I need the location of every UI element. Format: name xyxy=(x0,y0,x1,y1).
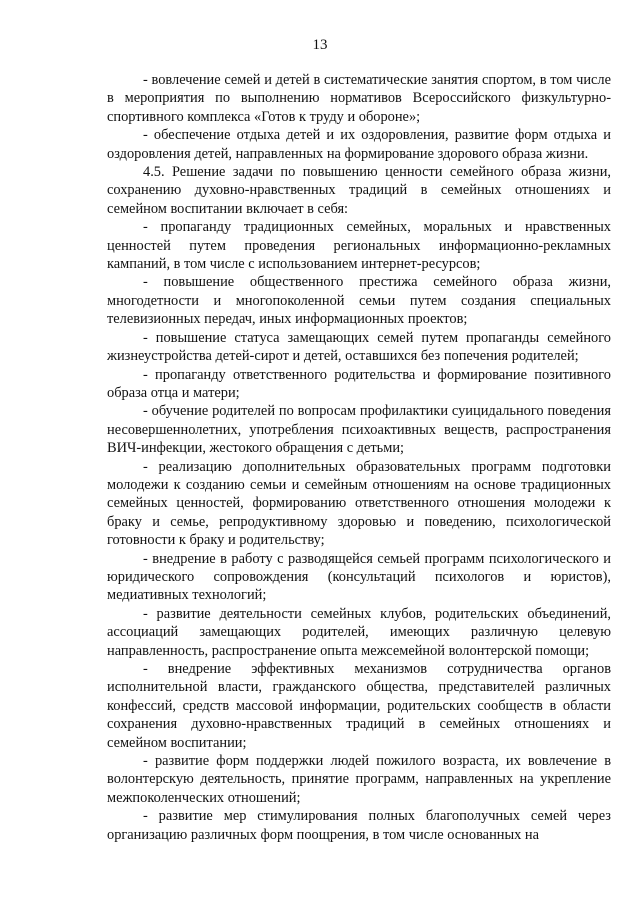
paragraph-family-incentives: - развитие мер стимулирования полных благополучных семей через организацию различных форм поощрения, в том числе основанных на xyxy=(107,808,611,843)
paragraph-foster-families: - повышение статуса замещающих семей путем пропаганды семейного жизнеустройства детей-сирот и детей, оставшихся без попечения родителей; xyxy=(107,329,611,365)
paragraph-divorce-support: - внедрение в работу с разводящейся семьей программ психологического и юридического сопровождения (консультаций психологов и юристов), медиативных технологий; xyxy=(107,550,611,604)
paragraph-parent-training: - обучение родителей по вопросам профилактики суицидального поведения несовершеннолетних, употребления психоактивных веществ, распространения ВИЧ-инфекции, жестокого обращения с детьми; xyxy=(107,403,611,457)
paragraph-family-clubs: - развитие деятельности семейных клубов, родительских объединений, ассоциаций замещающих родителей, имеющих различную целевую направленность, распространение опыта межсемейной волонтерской помощи; xyxy=(107,605,611,659)
paragraph-responsible-parenting: - пропаганду ответственного родительства и формирование позитивного образа отца и матери; xyxy=(107,366,611,401)
paragraph-sports-involvement: - вовлечение семей и детей в систематические занятия спортом, в том числе в мероприятия по выполнению нормативов Всероссийского физкультурно-спортивного комплекса «Готов к труду и обороне»; xyxy=(107,72,611,125)
paragraph-elderly-support: - развитие форм поддержки людей пожилого возраста, их вовлечение в волонтерскую деятельность, принятие программ, направленных на укрепление межпоколенческих отношений; xyxy=(107,753,611,806)
paragraph-section-4-5: 4.5. Решение задачи по повышению ценности семейного образа жизни, сохранению духовно-нравственных традиций в семейных отношениях и семейном воспитании включает в себя: xyxy=(107,164,611,217)
paragraph-family-prestige: - повышение общественного престижа семейного образа жизни, многодетности и многопоколенной семьи путем создания специальных телевизионных передач, иных информационных проектов; xyxy=(107,274,611,328)
document-body xyxy=(107,71,611,844)
page-number: 13 xyxy=(312,37,328,53)
paragraph-cooperation-mechanisms: - внедрение эффективных механизмов сотрудничества органов исполнительной власти, гражданского общества, представителей различных конфессий, средств массовой информации, родительских сообществ в области сохранения духовно-нравственных традиций в семейных отношениях и семейном воспитании; xyxy=(107,661,611,751)
paragraph-children-recreation: - обеспечение отдыха детей и их оздоровления, развитие форм отдыха и оздоровления детей, направленных на формирование здорового образа жизни. xyxy=(107,127,611,162)
paragraph-youth-education-programs: - реализацию дополнительных образовательных программ подготовки молодежи к созданию семьи и семейным отношениям на основе традиционных семейных ценностей, формированию ответственного отношения молодежи к браку и семье, репродуктивному здоровью и поведению, психологической готовности к браку и родительству; xyxy=(107,458,611,549)
paragraph-traditional-values-promotion: - пропаганду традиционных семейных, моральных и нравственных ценностей путем проведения региональных информационно-рекламных кампаний, в том числе с использованием интернет-ресурсов; xyxy=(107,219,611,273)
